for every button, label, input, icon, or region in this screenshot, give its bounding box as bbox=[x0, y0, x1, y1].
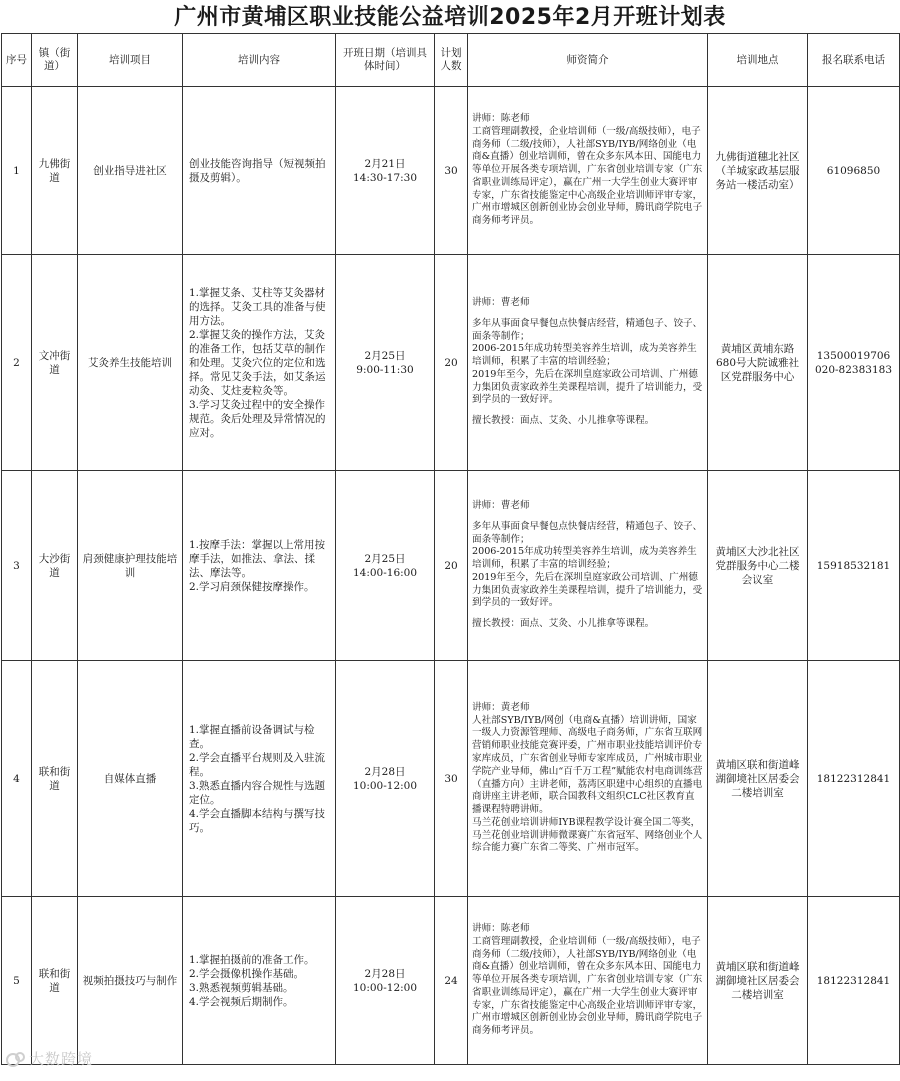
header-row bbox=[2, 34, 900, 87]
row-no: 5 bbox=[2, 897, 32, 1065]
watermark-logo-icon bbox=[6, 1051, 26, 1069]
row-date: 2月28日 10:00-12:00 bbox=[336, 661, 435, 897]
row-teacher bbox=[468, 661, 708, 897]
header-count: 计划人数 bbox=[435, 34, 468, 87]
row-phone: 13500019706 020-82383183 bbox=[808, 255, 900, 471]
row-no: 3 bbox=[2, 471, 32, 661]
watermark bbox=[6, 1048, 93, 1069]
row-no: 4 bbox=[2, 661, 32, 897]
teacher-specialty: 擅长教授：面点、艾灸、小儿推拿等课程。 bbox=[472, 415, 655, 427]
row-count: 20 bbox=[435, 471, 468, 661]
row-place: 九佛街道穗北社区（羊城家政基层服务站一楼活动室） bbox=[708, 87, 808, 255]
row-content: 1.掌握艾条、艾柱等艾灸器材的选择。艾灸工具的准备与使用方法。 2.掌握艾灸的操作方法，艾灸的准备工作，包括艾草的制作和处理。艾灸穴位的定位和选择。常见艾灸手法，如艾条运动灸、艾炷麦粒灸等。 3.学习艾灸过程中的安全操作规范。灸后处理及异常情况的应对。 bbox=[183, 255, 336, 471]
row-place: 黄埔区联和街道峰湖御境社区居委会二楼培训室 bbox=[708, 661, 808, 897]
header-place: 培训地点 bbox=[708, 34, 808, 87]
row-phone: 18122312841 bbox=[808, 897, 900, 1065]
row-date: 2月25日 9:00-11:30 bbox=[336, 255, 435, 471]
row-project: 自媒体直播 bbox=[78, 661, 183, 897]
row-place: 黄埔区黄埔东路680号大院诚雅社区党群服务中心 bbox=[708, 255, 808, 471]
row-project: 肩颈健康护理技能培训 bbox=[78, 471, 183, 661]
row-content: 创业技能咨询指导（短视频拍摄及剪辑）。 bbox=[183, 87, 336, 255]
table-row bbox=[2, 471, 900, 661]
row-count: 30 bbox=[435, 87, 468, 255]
row-street: 大沙街道 bbox=[32, 471, 78, 661]
row-teacher bbox=[468, 471, 708, 661]
header-teacher: 师资简介 bbox=[468, 34, 708, 87]
teacher-text: 多年从事面食早餐包点快餐店经营，精通包子、饺子、面条等制作； 2006-2015年成功转型美容养生培训，成为美容养生培训师，积累了丰富的培训经验； 2019年至今，先后在深圳皇庭家政公司培训、广州德力集团负责家政养生美课程培训，提升了培训能力，受到学员的一致好评。 bbox=[472, 317, 703, 406]
row-street: 联和街道 bbox=[32, 897, 78, 1065]
header-date: 开班日期（培训具体时间） bbox=[336, 34, 435, 87]
teacher-text: 讲师：陈老师 工商管理副教授，企业培训师（一级/高级技师），电子商务师（二级/技师），人社部SYB/IYB/网络创业（电商&直播）创业培训师，曾在众多东风本田、国能电力等单位开展各类专项培训，广东省创业培训专家（广东省职业训练局评定），赢在广州一大学生创业大赛评审专家，广东省技能鉴定中心高级企业培训师评审专家，广州市增城区创新创业协会创业导师，腾讯商学院电子商务师考评员。 bbox=[472, 922, 703, 1037]
table-row bbox=[2, 897, 900, 1065]
teacher-name: 讲师：曹老师 bbox=[472, 499, 530, 511]
row-phone: 15918532181 bbox=[808, 471, 900, 661]
row-street: 文冲街道 bbox=[32, 255, 78, 471]
row-teacher bbox=[468, 897, 708, 1065]
header-project: 培训项目 bbox=[78, 34, 183, 87]
row-place: 黄埔区大沙北社区党群服务中心二楼会议室 bbox=[708, 471, 808, 661]
training-plan-table bbox=[1, 33, 900, 1065]
teacher-text: 讲师：陈老师 工商管理副教授，企业培训师（一级/高级技师），电子商务师（二级/技师），人社部SYB/IYB/网络创业（电商&直播）创业培训师，曾在众多东风本田、国能电力等单位开展各类专项培训，广东省创业培训专家（广东省职业训练局评定），赢在广州一大学生创业大赛评审专家，广东省技能鉴定中心高级企业培训师评审专家，广州市增城区创新创业协会创业导师，腾讯商学院电子商务师考评员。 bbox=[472, 112, 703, 227]
row-no: 1 bbox=[2, 87, 32, 255]
row-street: 九佛街道 bbox=[32, 87, 78, 255]
page-title: 广州市黄埔区职业技能公益培训2025年2月开班计划表 bbox=[174, 5, 726, 30]
table-row bbox=[2, 661, 900, 897]
row-project: 艾灸养生技能培训 bbox=[78, 255, 183, 471]
row-date: 2月28日 10:00-12:00 bbox=[336, 897, 435, 1065]
header-street: 镇（街道） bbox=[32, 34, 78, 87]
row-street: 联和街道 bbox=[32, 661, 78, 897]
teacher-text: 讲师：黄老师 人社部SYB/IYB/网创（电商&直播）培训讲师，国家一级人力资源管理师、高级电子商务师，广东省互联网营销师职业技能竞赛评委，广州市职业技能培训评价专家库成员，广东省创业导师专家库成员，广州城市职业学院产业导师，佛山“百千万工程”赋能农村电商训练营（直播方向）主讲老师，荔湾区职建中心组织的直播电商讲座主讲老师，联合国教科文组织CLC社区教育直播课程特聘讲师。 马兰花创业培训讲师IYB课程教学设计赛全国二等奖，马兰花创业培训讲师微课赛广东省冠军、网络创业个人综合能力赛广东省二等奖、广州市冠军。 bbox=[472, 701, 703, 854]
row-date: 2月21日 14:30-17:30 bbox=[336, 87, 435, 255]
header-content: 培训内容 bbox=[183, 34, 336, 87]
row-content: 1.掌握直播前设备调试与检查。 2.学会直播平台规则及入驻流程。 3.熟悉直播内容合规性与选题定位。 4.学会直播脚本结构与撰写技巧。 bbox=[183, 661, 336, 897]
row-teacher bbox=[468, 87, 708, 255]
row-content: 1.按摩手法：掌握以上常用按摩手法，如推法、拿法、揉法、摩法等。 2.学习肩颈保健按摩操作。 bbox=[183, 471, 336, 661]
teacher-specialty: 擅长教授：面点、艾灸、小儿推拿等课程。 bbox=[472, 618, 655, 630]
header-phone: 报名联系电话 bbox=[808, 34, 900, 87]
row-count: 24 bbox=[435, 897, 468, 1065]
header-no: 序号 bbox=[2, 34, 32, 87]
row-teacher bbox=[468, 255, 708, 471]
table-row bbox=[2, 87, 900, 255]
row-project: 视频拍摄技巧与制作 bbox=[78, 897, 183, 1065]
row-no: 2 bbox=[2, 255, 32, 471]
table-row bbox=[2, 255, 900, 471]
row-count: 30 bbox=[435, 661, 468, 897]
row-count: 20 bbox=[435, 255, 468, 471]
teacher-name: 讲师：曹老师 bbox=[472, 296, 530, 308]
row-phone: 18122312841 bbox=[808, 661, 900, 897]
row-project: 创业指导进社区 bbox=[78, 87, 183, 255]
teacher-text: 多年从事面食早餐包点快餐店经营，精通包子、饺子、面条等制作； 2006-2015年成功转型美容养生培训，成为美容养生培训师，积累了丰富的培训经验； 2019年至今，先后在深圳皇庭家政公司培训、广州德力集团负责家政养生美课程培训，提升了培训能力，受到学员的一致好评。 bbox=[472, 520, 703, 609]
watermark-text: 大数跨境 bbox=[29, 1050, 94, 1068]
row-content: 1.掌握拍摄前的准备工作。 2.学会摄像机操作基础。 3.熟悉视频剪辑基础。 4.学会视频后期制作。 bbox=[183, 897, 336, 1065]
row-date: 2月25日 14:00-16:00 bbox=[336, 471, 435, 661]
row-phone: 61096850 bbox=[808, 87, 900, 255]
row-place: 黄埔区联和街道峰湖御境社区居委会二楼培训室 bbox=[708, 897, 808, 1065]
